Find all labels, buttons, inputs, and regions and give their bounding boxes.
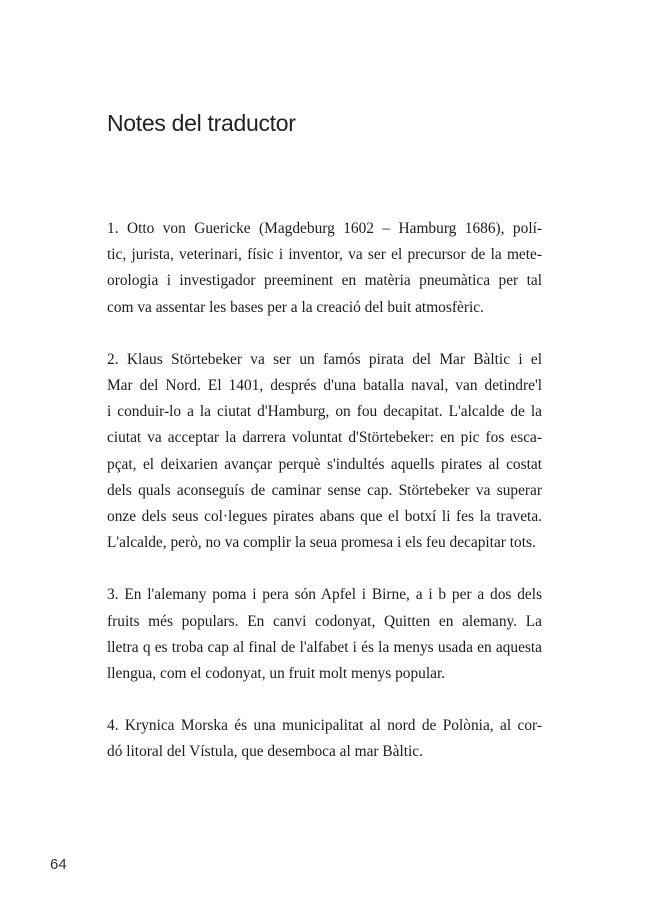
note-line: 3. En l'alemany poma i pera són Apfel i Birne, a i b per a dos dels xyxy=(107,586,542,604)
note-line: ciutat va acceptar la darrera voluntat d'Störtebeker: en pic fos esca- xyxy=(107,429,542,447)
note-line: L'alcalde, però, no va complir la seua promesa i els feu decapitar tots. xyxy=(107,534,536,552)
note-1 xyxy=(107,216,542,321)
page-title: Notes del traductor xyxy=(107,110,296,136)
note-line: i conduir-lo a la ciutat d'Hamburg, on fou decapitat. L'alcalde de la xyxy=(107,403,542,421)
note-3 xyxy=(107,582,542,687)
note-line: lletra q es troba cap al final de l'alfabet i és la menys usada en aquesta xyxy=(107,638,542,656)
note-4 xyxy=(107,713,542,765)
note-line: tic, jurista, veterinari, físic i inventor, va ser el precursor de la mete- xyxy=(107,246,542,264)
note-line: llengua, com el codonyat, un fruit molt menys popular. xyxy=(107,665,446,683)
note-line: Mar del Nord. El 1401, després d'una batalla naval, van detindre'l xyxy=(107,377,542,395)
note-line: 2. Klaus Störtebeker va ser un famós pirata del Mar Bàltic i el xyxy=(107,350,542,368)
note-line: 1. Otto von Guericke (Magdeburg 1602 – Hamburg 1686), polí- xyxy=(107,220,542,237)
note-line: pçat, el deixarien avançar perquè s'indultés aquells pirates al costat xyxy=(107,455,542,473)
note-line: orologia i investigador preeminent en matèria pneumàtica per tal xyxy=(107,272,542,290)
notes-section xyxy=(107,216,542,792)
note-line: fruits més populars. En canvi codonyat, Quitten en alemany. La xyxy=(107,612,542,630)
note-line: onze dels seus col·legues pirates abans que el botxí li fes la traveta. xyxy=(107,508,542,526)
note-2 xyxy=(107,347,542,557)
note-line: dels quals aconseguís de caminar sense cap. Störtebeker va superar xyxy=(107,481,542,499)
note-line: dó litoral del Vístula, que desemboca al mar Bàltic. xyxy=(107,743,423,761)
note-line: 4. Krynica Morska és una municipalitat al nord de Polònia, al cor- xyxy=(107,717,542,735)
page-number: 64 xyxy=(50,856,67,873)
note-line: com va assentar les bases per a la creació del buit atmosfèric. xyxy=(107,298,484,316)
